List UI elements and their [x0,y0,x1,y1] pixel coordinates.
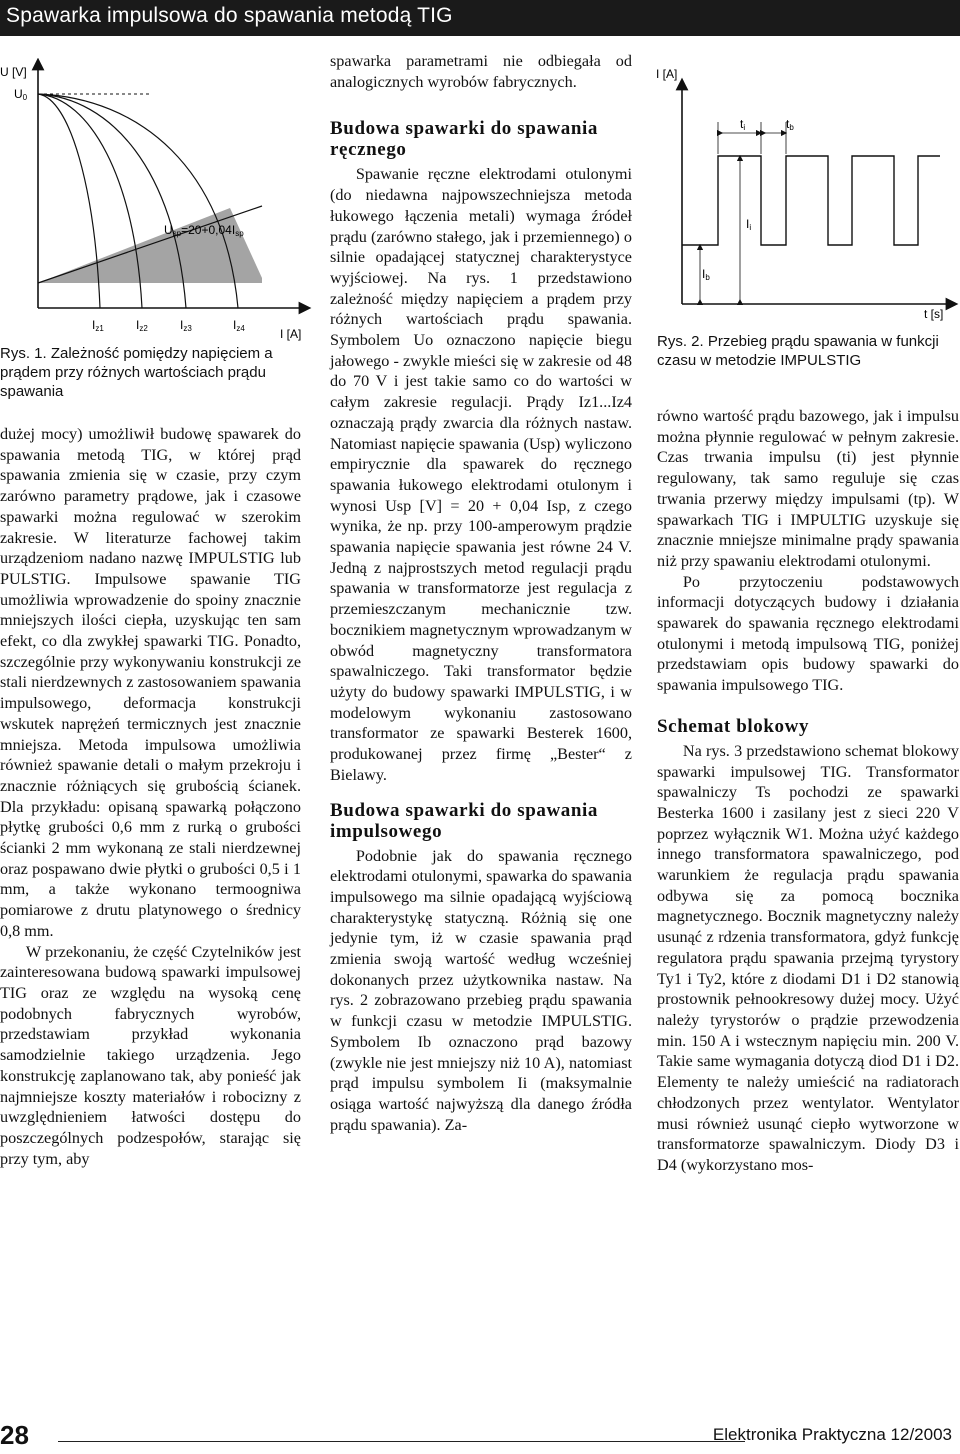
paragraph: Spawanie ręczne elektrodami otulonymi (do niedawna najpowszechniejsza metoda łukowego łączenia metali) wymaga źródeł prądu (zarówno stałego, jak i przemiennego) o silnie opadającej statycznej charakterystyce wyjściowej. Na rys. 1 przedstawiono zależność między napięciem a prądem przy różnych wartościach prądu spawania. Symbolem Uo oznaczono napięcie biegu jałowego - zwykle mieści się w zakresie od 48 do 70 V i jest takie samo co do wartości w całym zakresie regulacji. Prądy Iz1...Iz4 oznaczają prądy zwarcia dla różnych nastaw. Natomiast napięcie spawania (Usp) wyliczono empirycznie dla spawarek do ręcznego spawania łukowego elektrodami otulonym i wynosi Usp [V] = 20 + 0,04 Isp, z czego wynika, że np. przy 100-amperowym prądzie spawania napięcie spawania jest równe 24 V. Jedną z najprostszych metod regulacji prądu spawania w transformatorze jest regulacja z przemieszczanym mechanicznie tzw. bocznikiem magnetycznym wprowadzanym w obwód magnetyczny transformatora spawalniczego. Taki transformator będzie użyty do budowy spawarki IMPULSTIG, i w modelowym wykonaniu zastosowano transformator ze spawarki Besterek 1600, produkowanej przez firmę „Bester“ z Bielawy. [330,165,632,784]
figure-1-caption: Rys. 1. Zależność pomiędzy napięciem a prądem przy różnych wartościach prądu spawania [0,345,273,400]
y-axis-label: I [A] [656,67,678,81]
paragraph: równo wartość prądu bazowego, jak i impulsu można płynnie regulować w pełnym zakresie. Czas trwania impulsu (ti) jest płynnie regulowany, tak samo reguluje się czas trwania przerwy między impulsami (tp). W spawarkach TIG i IMPULTIG uzyskuje się znacznie mniejsze minimalne prądy spawania niż przy spawaniu elektrodami otulonymi. [657,407,959,570]
paragraph: Po przytoczeniu podstawowych informacji dotyczących budowy i działania spawarek do spawania ręcznego elektrodami otulonymi i metodą impulsową TIG, poniżej przedstawiam opis budowy spawarki do spawania impulsowego TIG. [657,572,959,695]
u0-label: U0 [14,87,28,102]
usp-label: Usp=20+0,04Isp [164,223,244,238]
section-heading: Schemat blokowy [657,715,810,737]
ti-label: ti [740,117,746,132]
paragraph: Podobnie jak do spawania ręcznego elektrodami otulonymi, spawarka do spawania impulsowego ma silnie opadającą wyjściową charakterystykę statyczną. Różnią się one jedynie tym, iż w czasie spawania prąd zmienia swoją wartość według wcześniej dokonanych przez użytkownika nastaw. Na rys. 2 zobrazowano przebieg prądu spawania w funkcji czasu w metodzie IMPULSTIG. Symbolem Ib oznaczono prąd bazowy (zwykle nie jest mniejszy niż 10 A), natomiast prąd impulsu symbolem Ii (maksymalnie osiąga wartość najwyższą dla danego źródła prądu spawania). Za- [330,846,632,1134]
column-3 [657,406,959,1176]
figure-2-current-time-chart [656,60,960,324]
current-label-iz3: Iz3 [180,318,192,333]
footer-divider [58,1441,745,1442]
current-label-iz2: Iz2 [136,318,148,333]
current-label-iz4: Iz4 [233,318,245,333]
x-axis-label: t [s] [924,307,944,321]
figure-1-voltage-current-chart [0,58,318,348]
tb-label: tb [786,117,794,132]
section-heading: Budowa spawarki do spawania ręcznego [330,118,599,161]
ib-label: Ib [702,267,710,282]
figure-2-caption: Rys. 2. Przebieg prądu spawania w funkcji czasu w metodzie IMPULSTIG [657,333,939,369]
page-title: Spawarka impulsowa do spawania metodą TIG [6,4,453,27]
paragraph: spawarka parametrami nie odbiegała od analogicznych wyrobów fabrycznych. [330,52,632,91]
column-2 [330,51,632,1135]
y-axis-label: U [V] [0,65,27,79]
paragraph: W przekonaniu, że część Czytelników jest zainteresowana budową spawarki impulsowej TIG oraz ze względu na wysoką cenę podobnych fabrycznych wyrobów, przedstawiam przykład wykonania samodzielnie takiego urządzenia. Jego konstrukcję zaplanowano tak, aby ponieść jak najmniejsze koszty materiałów i robocizny z uwzględnieniem łatwości dostępu do poszczególnych podzespołów, starając się przy tym, aby [0,942,301,1168]
current-label-iz1: Iz1 [92,318,104,333]
column-1 [0,424,301,1169]
page-number: 28 [0,1420,29,1450]
page-header [0,0,960,36]
paragraph: Na rys. 3 przedstawiono schemat blokowy spawarki impulsowej TIG. Transformator spawalniczy Ts pochodzi ze spawarki Besterka 1600 i zasilany jest z sieci 220 V poprzez wyłącznik W1. Można użyć każdego innego transformatora spawalniczego, pod warunkiem że regulacja prądu spawania odbywa się za pomocą bocznika magnetycznego. Bocznik magnetyczny należy usunąć z rdzenia transformatora, gdyż funkcję regulatora prądu spawania przejmą tyrystory Ty1 i Ty2, które z diodami D1 i D2 stanowią prostownik pełnookresowy dużej mocy. Użyć należy tyrystorów o prądzie przewodzenia min. 150 A i wstecznym napięciu min. 200 V. Takie same wymagania dotyczą diod D1 i D2. Elementy te należy umieścić na radiatorach chłodzonych przez wentylator. Wentylator musi również usunąć ciepło wytworzone w transformatorze spawalniczym. Diody D3 i D4 (wykorzystano mos- [657,741,959,1174]
paragraph: dużej mocy) umożliwił budowę spawarek do spawania metodą TIG, w której prąd spawania zmienia się w czasie, przy czym zarówno parametry prądowe, jak i czasowe spawarki można regulować w szerokim zakresie. W literaturze fachowej takim urządzeniom nadano nazwę IMPULSTIG lub PULSTIG. Impulsowe spawanie TIG umożliwia wprowadzenie do spoiny znacznie mniejszych ilości ciepła, uzyskując ten sam efekt, co dla zwykłej spawarki TIG. Ponadto, szczególnie przy wykonywaniu konstrukcji ze stali nierdzewnych z zastosowaniem spawania impulsowego, deformacja konstrukcji wskutek naprężeń termicznych jest znacznie mniejsza. Metoda impulsowa umożliwia również spawanie detali o małym przekroju i znacznie różniących się grubością ścianek. Dla przykładu: opisaną spawarką połączono płytkę grubości 0,6 mm z rurką o grubości ścianki 2 mm wykonaną ze stali nierdzewnej oraz pospawano dwie płytki o grubości 0,5 i 1 mm, a także wykonano termoogniwa pomiarowe z drutu platynowego o średnicy 0,8 mm. [0,425,301,940]
section-heading: Budowa spawarki do spawania impulsowego [330,799,599,842]
magazine-issue: Elektronika Praktyczna 12/2003 [712,1425,952,1444]
pulse-waveform [682,156,940,245]
x-axis-label: I [A] [280,327,302,341]
ii-label: Ii [746,217,752,232]
